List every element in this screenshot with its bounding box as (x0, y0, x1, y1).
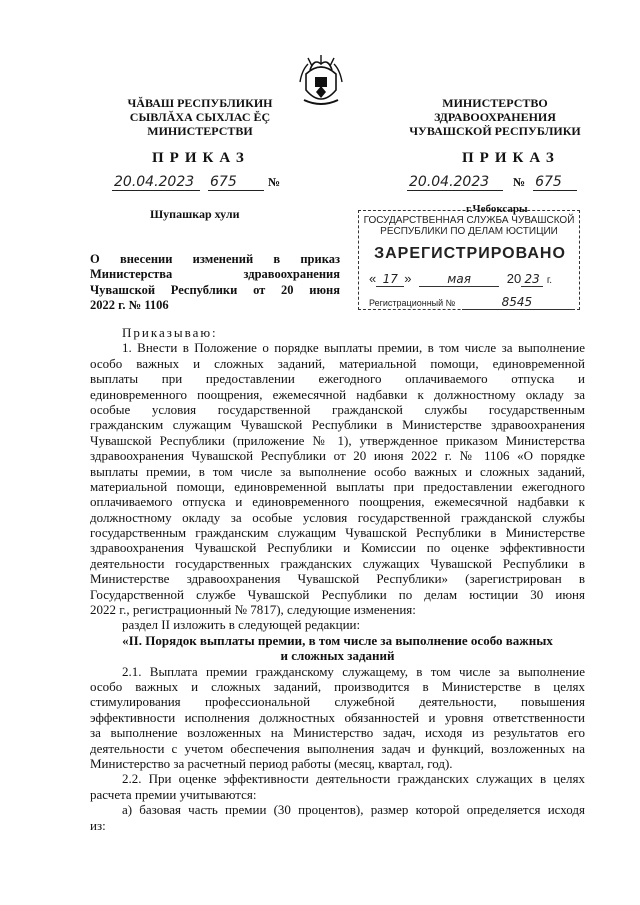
body-line: Чувашской Республики (приложение № 1), утвержденное приказом Министерства (90, 432, 585, 448)
order-number-right: 675 (533, 174, 577, 191)
header-left-line: ЧĂВАШ РЕСПУБЛИКИН (127, 96, 273, 110)
stamp-year-unit: г. (546, 275, 553, 286)
body-line: 1. Внести в Положение о порядке выплаты премии, в том числе за выполнение (122, 340, 585, 356)
body-line: особые условия государственной гражданской службы государственным (90, 401, 585, 417)
body-line: Министерстве здравоохранения Чувашской Республики» (зарегистрирован в (90, 571, 585, 587)
body-line: материальной помощи, единовременной выплаты при предоставлении ежегодного (90, 478, 585, 494)
coat-of-arms-emblem (296, 52, 346, 112)
prikaz-title-right: ПРИКАЗ (462, 150, 560, 166)
stamp-close-quote: » (404, 271, 412, 286)
body-line: расчета премии учитываются: (90, 786, 257, 802)
body-line: выплаты при предоставлении ежегодного оплачиваемого отпуска и (90, 371, 585, 387)
header-left-line: МИНИСТЕРСТВИ (147, 124, 253, 138)
city-left: Шупашкар хули (150, 207, 240, 221)
body-line: особо важных и сложных заданий, производится в Министерстве в целях (90, 678, 585, 694)
body-line: стимулирования профессиональной служебной деятельности, повышения (90, 694, 585, 710)
header-right-line: ЧУВАШСКОЙ РЕСПУБЛИКИ (409, 124, 581, 138)
body-line: деятельности государственных гражданских служащих Чувашской Республики в (90, 555, 585, 571)
stamp-reg-label: Регистрационный № (369, 298, 456, 308)
order-date-right: 20.04.2023 (407, 174, 503, 191)
header-left-line: СЫВЛĂХА СЫХЛАС ĔÇ (129, 110, 271, 124)
body-line: особо важных и сложных заданий, материальной помощи, единовременной (90, 355, 585, 371)
stamp-day: 17 (376, 272, 404, 287)
body-line: эффективности исполнения должностных обязанностей и уровня ответственности (90, 709, 585, 725)
stamp-year-prefix: 20 (506, 271, 522, 286)
body-line: оплачиваемого отпуска и единовременного поощрения, ежемесячной надбавки к (90, 494, 585, 510)
order-date-left: 20.04.2023 (112, 174, 200, 191)
order-number-left: 675 (208, 174, 264, 191)
body-line: за выполнение возложенных на Министерство задач, исходя из результатов его (90, 725, 585, 741)
body-line: гражданским служащим Чувашской Республики в Министерстве здравоохранения (90, 417, 585, 433)
stamp-date (369, 271, 552, 287)
stamp-registered: ЗАРЕГИСТРИРОВАНО (374, 245, 566, 262)
stamp-reg (369, 295, 572, 310)
body-line: а) базовая часть премии (30 процентов), размер которой определяется исходя (122, 802, 585, 818)
body-line: должностному окладу за особые условия государственной гражданской службы (90, 509, 585, 525)
section-heading-line: «II. Порядок выплаты премии, в том числе за выполнение особо важных (122, 632, 553, 648)
registration-stamp (358, 210, 580, 310)
number-sign-left: № (268, 175, 281, 189)
header-right-line: ЗДРАВООХРАНЕНИЯ (434, 110, 556, 124)
stamp-year-suffix: 23 (521, 272, 543, 287)
body-line: Государственной службе Чувашской Республики по делам юстиции 30 июня (90, 586, 585, 602)
body-line: выплаты премии, в том числе за выполнение особо важных и сложных заданий, (90, 463, 585, 479)
prikaz-title-left: ПРИКАЗ (152, 150, 250, 166)
body-line: здравоохранения Чувашской Республики от 20 июня 2022 г. № 1106 «О порядке (90, 448, 585, 464)
subject-line: О внесении изменений в приказ (90, 252, 340, 266)
body-line: здравоохранения Чувашской Республики и Комиссии по оценке эффективности (90, 540, 585, 556)
body-line: деятельности с учетом обеспечения выполнения задач и функций, возложенных на (90, 740, 585, 756)
subject-line: 2022 г. № 1106 (90, 298, 169, 313)
stamp-reg-number: 8545 (462, 295, 572, 310)
stamp-open-quote: « (369, 271, 377, 286)
stamp-line-1: ГОСУДАРСТВЕННАЯ СЛУЖБА ЧУВАШСКОЙ (363, 215, 575, 226)
date-line-left (112, 173, 280, 191)
number-sign-right: № (513, 175, 526, 189)
stamp-month: мая (419, 272, 499, 287)
order-subject (90, 252, 340, 314)
subject-line: Чувашской Республики от 20 июня (90, 282, 340, 297)
body-line: 2.2. При оценке эффективности деятельности гражданских служащих в целях (122, 771, 585, 787)
body-line: государственным гражданским служащим Чувашской Республики в Министерстве (90, 525, 585, 541)
section-heading-line: и сложных заданий (280, 648, 395, 664)
date-line-right (407, 173, 577, 191)
city-right: г.Чебоксары (466, 203, 528, 215)
stamp-line-2: РЕСПУБЛИКИ ПО ДЕЛАМ ЮСТИЦИИ (380, 226, 558, 237)
body-line: Министерство за расчетный период работы (месяц, квартал, год). (90, 755, 453, 771)
body-line: 2.1. Выплата премии гражданскому служащему, в том числе за выполнение (122, 663, 585, 679)
subject-line: Министерства здравоохранения (90, 267, 340, 282)
header-right-line: МИНИСТЕРСТВО (442, 96, 548, 110)
header-right (400, 96, 590, 138)
header-left (110, 96, 290, 138)
body-line: 2022 г., регистрационный № 7817), следующие изменения: (90, 602, 416, 618)
body-line: единовременного поощрения, ежемесячной надбавки к должностному окладу за (90, 386, 585, 402)
body-line: раздел II изложить в следующей редакции: (122, 617, 361, 633)
order-body (90, 325, 585, 833)
body-line: из: (90, 817, 106, 833)
prikazyvayu-line: Приказываю: (122, 325, 218, 340)
